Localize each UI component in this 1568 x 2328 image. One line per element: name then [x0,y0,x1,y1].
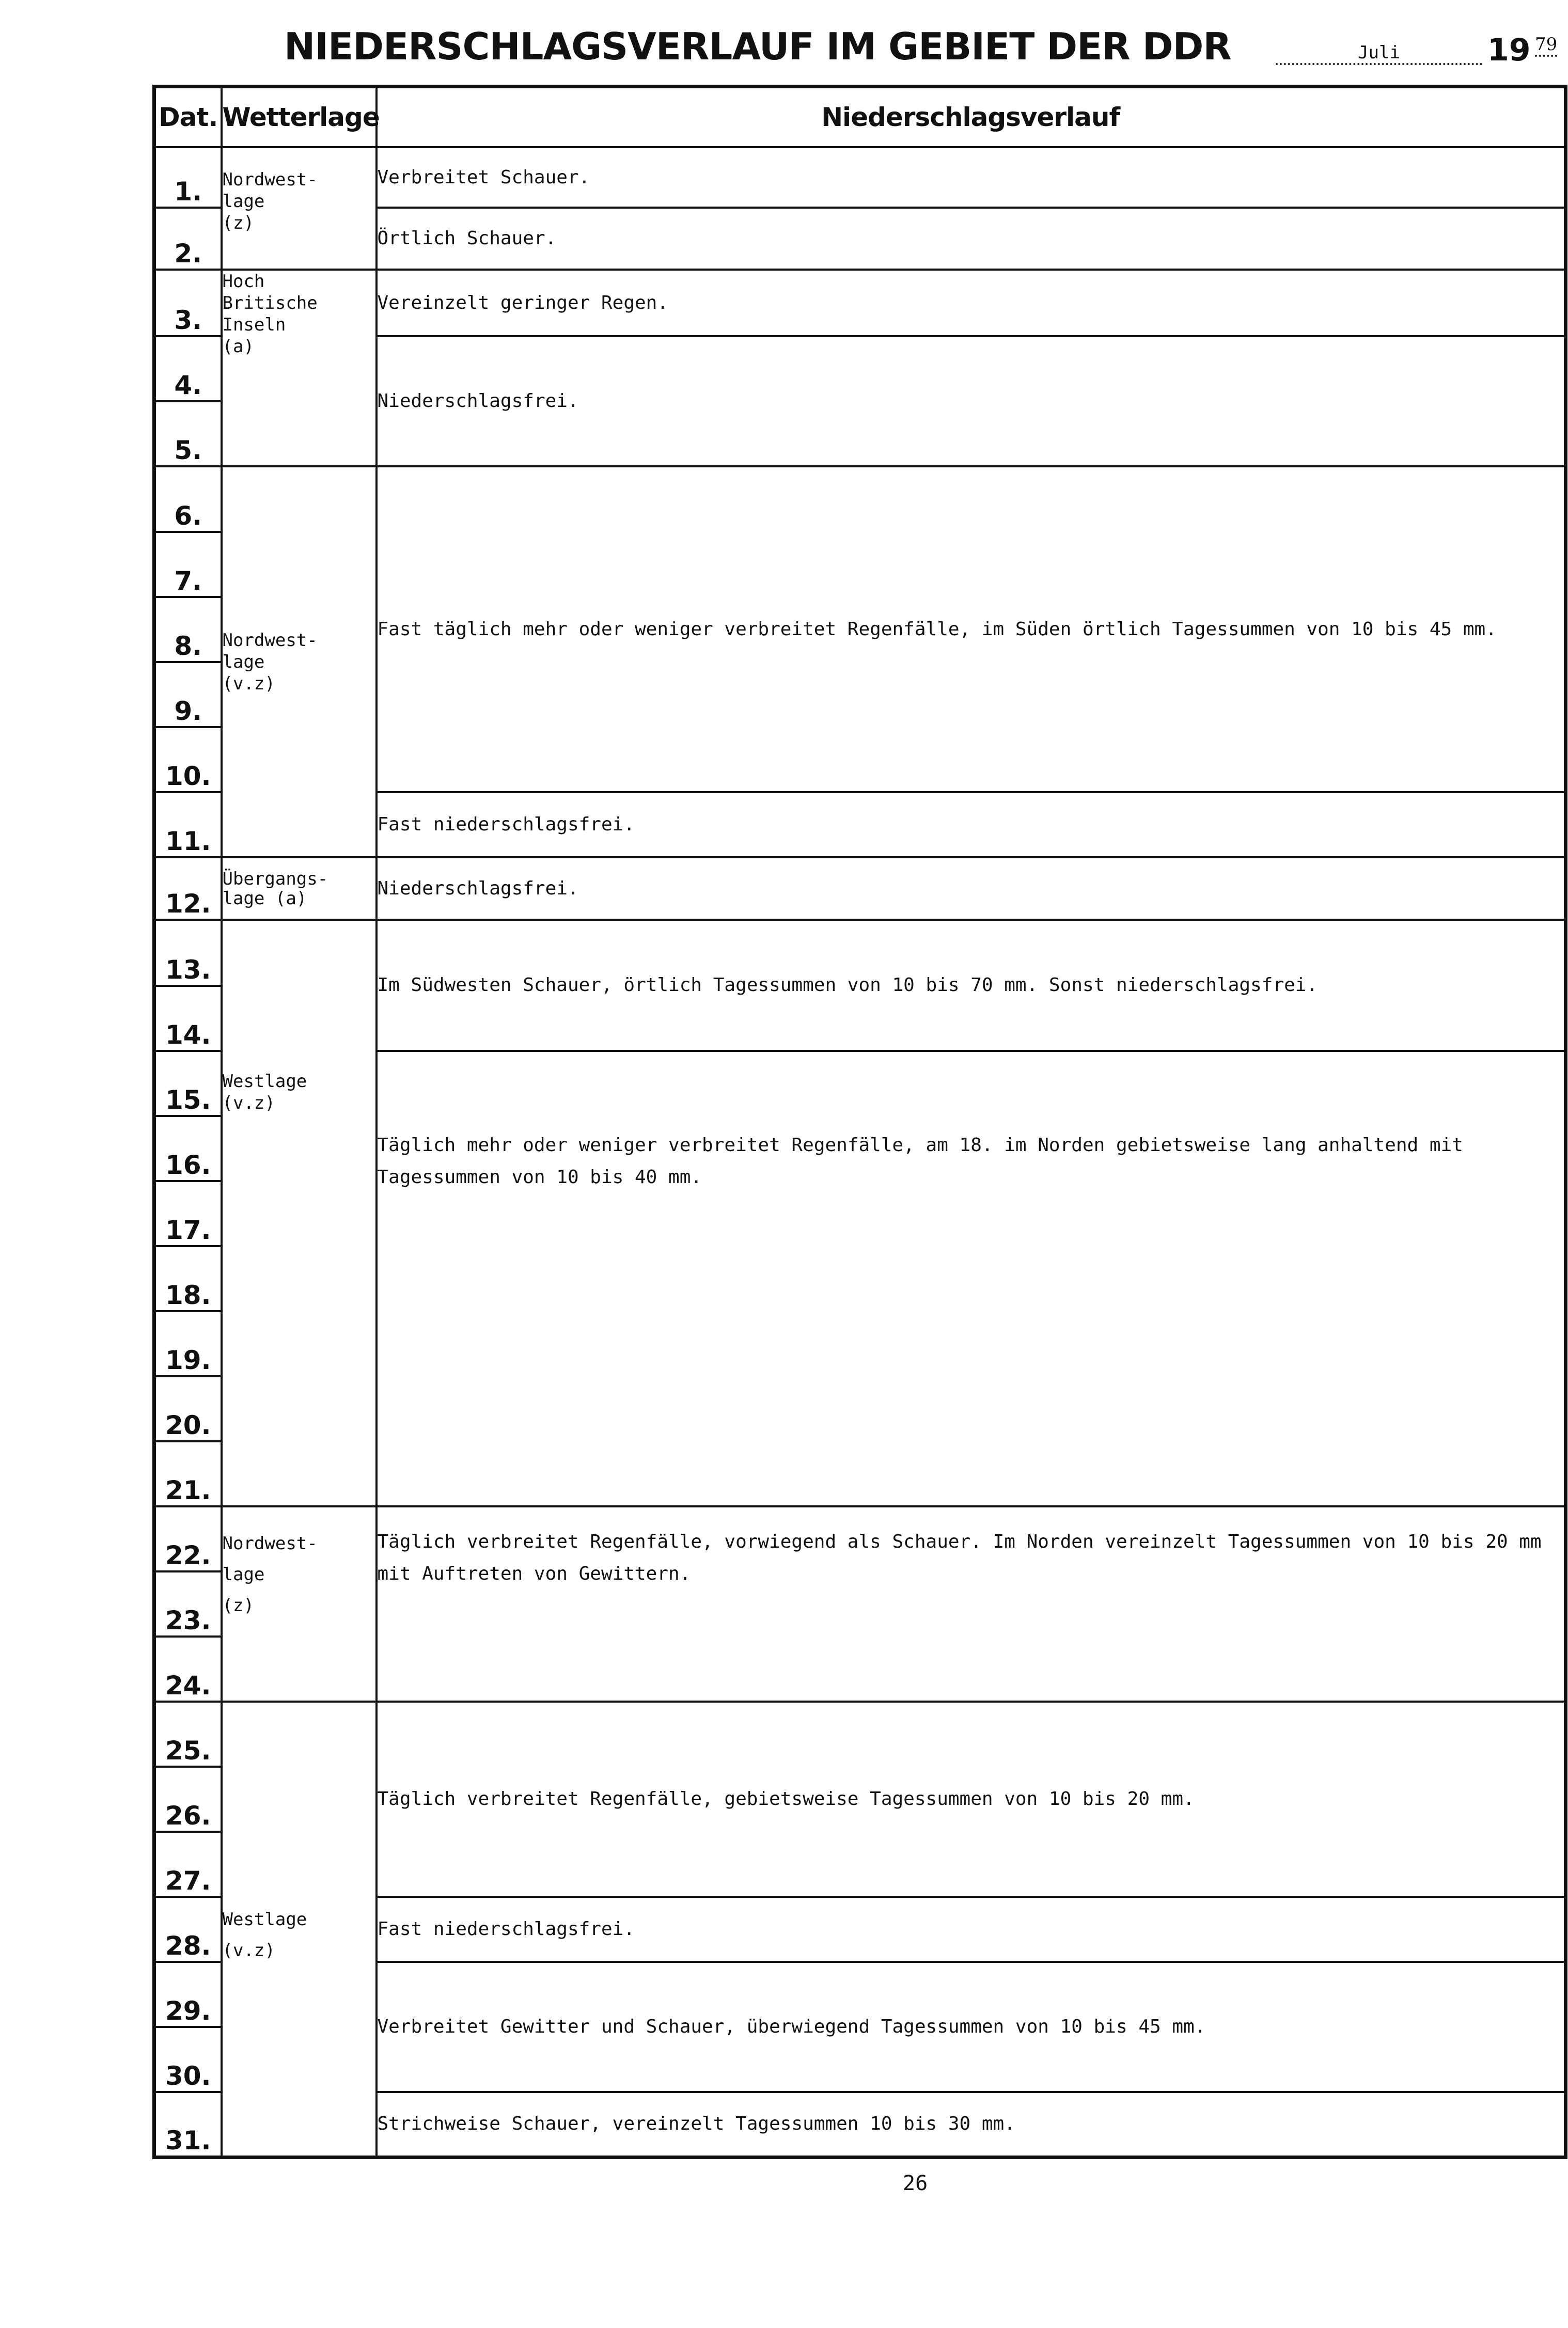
precipitation-cell: Täglich verbreitet Regenfälle, vorwiegend als Schauer. Im Norden vereinzelt Tagessummen von 10 bis 20 mm mit Auftreten von Gewittern. [377,1506,1566,1702]
precipitation-cell: Fast niederschlagsfrei. [377,1897,1566,1962]
precipitation-cell: Fast niederschlagsfrei. [377,792,1566,857]
date-cell: 19. [154,1311,222,1376]
date-cell: 5. [154,401,222,466]
weather-type-cell: Nordwest- lage (z) [222,147,377,270]
date-cell: 22. [154,1506,222,1571]
date-cell: 7. [154,532,222,597]
table-row [154,1702,1566,1767]
date-cell: 11. [154,792,222,857]
table-header-row [154,87,1566,148]
page-title: NIEDERSCHLAGSVERLAUF IM GEBIET DER DDR [284,25,1231,68]
precipitation-cell: Fast täglich mehr oder weniger verbreitet Regenfälle, im Süden örtlich Tagessummen von 10 bis 45 mm. [377,466,1566,792]
precipitation-cell: Vereinzelt geringer Regen. [377,270,1566,336]
table-row [154,466,1566,532]
date-cell: 15. [154,1051,222,1116]
date-cell: 2. [154,208,222,270]
precipitation-cell: Strichweise Schauer, vereinzelt Tagessummen 10 bis 30 mm. [377,2092,1566,2157]
date-cell: 3. [154,270,222,336]
column-header-precipitation: Niederschlagsverlauf [377,87,1566,148]
precipitation-cell: Täglich verbreitet Regenfälle, gebietsweise Tagessummen von 10 bis 20 mm. [377,1702,1566,1897]
date-cell: 26. [154,1767,222,1832]
weather-type-cell: Übergangs- lage (a) [222,857,377,920]
month-field: Juli [1276,42,1482,65]
table-row [154,270,1566,336]
precipitation-cell: Örtlich Schauer. [377,208,1566,270]
precipitation-cell: Niederschlagsfrei. [377,857,1566,920]
precipitation-table [152,85,1567,2159]
precipitation-cell: Täglich mehr oder weniger verbreitet Regenfälle, am 18. im Norden gebietsweise lang anhaltend mit Tagessummen von 10 bis 40 mm. [377,1051,1566,1506]
page-number: 26 [903,2172,928,2195]
table-row [154,920,1566,986]
date-cell: 4. [154,336,222,401]
date-cell: 1. [154,147,222,208]
precipitation-cell: Im Südwesten Schauer, örtlich Tagessummen von 10 bis 70 mm. Sonst niederschlagsfrei. [377,920,1566,1051]
weather-type-cell: Nordwest- lage (z) [222,1506,377,1702]
date-cell: 25. [154,1702,222,1767]
date-cell: 23. [154,1571,222,1637]
date-cell: 8. [154,597,222,662]
date-cell: 28. [154,1897,222,1962]
precipitation-cell: Verbreitet Gewitter und Schauer, überwiegend Tagessummen von 10 bis 45 mm. [377,1962,1566,2092]
precipitation-cell: Niederschlagsfrei. [377,336,1566,466]
date-cell: 30. [154,2027,222,2092]
weather-type-cell: Nordwest- lage (v.z) [222,466,377,857]
date-cell: 18. [154,1246,222,1311]
weather-type-cell: Hoch Britische Inseln (a) [222,270,377,466]
table-row [154,857,1566,920]
date-cell: 20. [154,1376,222,1441]
date-cell: 17. [154,1181,222,1246]
date-cell: 21. [154,1441,222,1506]
date-cell: 16. [154,1116,222,1181]
date-cell: 12. [154,857,222,920]
date-cell: 27. [154,1832,222,1897]
date-cell: 6. [154,466,222,532]
date-cell: 31. [154,2092,222,2157]
date-cell: 10. [154,727,222,792]
table-row [154,147,1566,208]
table-row [154,1506,1566,1571]
precipitation-cell: Verbreitet Schauer. [377,147,1566,208]
year-suffix: 79 [1535,34,1557,57]
weather-type-cell: Westlage (v.z) [222,920,377,1506]
date-cell: 14. [154,986,222,1051]
date-cell: 24. [154,1637,222,1702]
weather-type-cell: Westlage (v.z) [222,1702,377,2157]
year-prefix: 19 [1487,32,1531,68]
date-cell: 29. [154,1962,222,2027]
column-header-date: Dat. [154,87,222,148]
column-header-weather-type: Wetterlage [222,87,377,148]
date-cell: 9. [154,662,222,727]
date-cell: 13. [154,920,222,986]
